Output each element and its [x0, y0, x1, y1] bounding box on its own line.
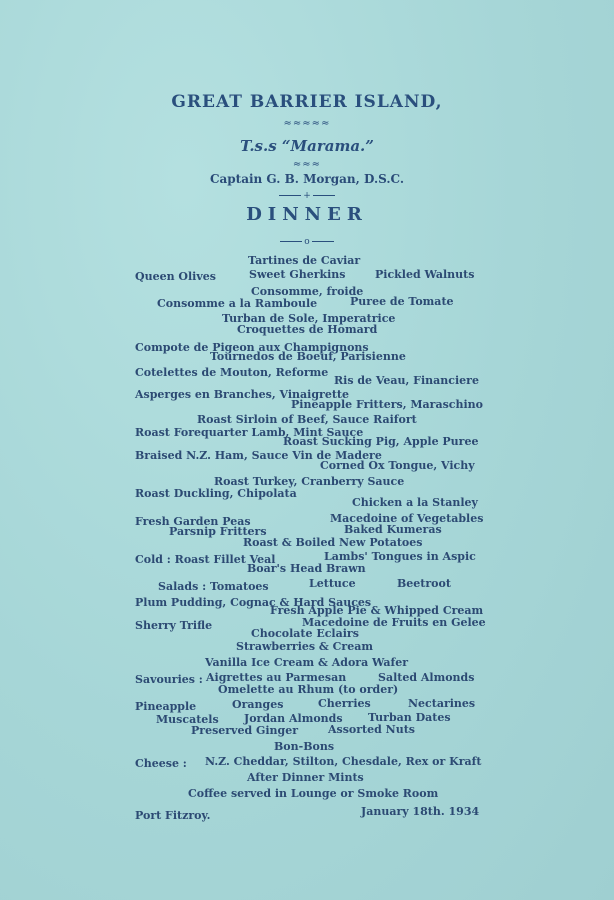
menu-item: Sherry Trifle — [135, 619, 213, 632]
menu-item: N.Z. Cheddar, Stilton, Chesdale, Rex or Kraft — [205, 755, 482, 768]
menu-item: Pineapple — [135, 700, 197, 713]
menu-item: Queen Olives — [135, 270, 216, 283]
menu-item: Savouries : — [135, 673, 203, 686]
menu-item: Consomme a la Ramboule — [157, 297, 318, 310]
menu-item: Consomme, froide — [251, 285, 364, 298]
menu-item: Muscatels — [156, 713, 219, 726]
menu-item: Turban Dates — [368, 711, 451, 724]
menu-item: Ris de Veau, Financiere — [334, 374, 479, 387]
menu-item: Roast Sucking Pig, Apple Puree — [283, 435, 479, 448]
menu-item: Beetroot — [397, 577, 451, 590]
divider-mark: o — [304, 236, 310, 247]
divider-rule-small — [0, 236, 614, 247]
divider-mark: + — [303, 190, 311, 201]
menu-item: Turban de Sole, Imperatrice — [222, 312, 396, 325]
menu-item: Jordan Almonds — [244, 712, 343, 725]
divider-rule — [0, 190, 614, 201]
menu-item: Lettuce — [309, 577, 356, 590]
menu-item: Omelette au Rhum (to order) — [218, 683, 399, 696]
menu-item: Fresh Garden Peas — [135, 515, 251, 528]
menu-item: Aigrettes au Parmesan — [206, 671, 347, 684]
flourish-ornament-small: ≈≈≈ — [292, 159, 322, 170]
menu-item: Asperges en Branches, Vinaigrette — [135, 388, 349, 401]
menu-item: Croquettes de Homard — [237, 323, 378, 336]
menu-item: Roast Sirloin of Beef, Sauce Raifort — [197, 413, 417, 426]
ship-name: T.s.s “Marama.” — [240, 137, 374, 155]
menu-date: January 18th. 1934 — [361, 805, 480, 818]
menu-item: Oranges — [232, 698, 284, 711]
menu-item: Nectarines — [408, 697, 476, 710]
menu-item: Pineapple Fritters, Maraschino — [291, 398, 483, 411]
menu-item: Boar's Head Brawn — [247, 562, 366, 575]
menu-item: Cotelettes de Mouton, Reforme — [135, 366, 329, 379]
menu-item: Roast Forequarter Lamb, Mint Sauce — [135, 426, 364, 439]
captain-name: Captain G. B. Morgan, D.S.C. — [209, 172, 405, 186]
menu-item: Corned Ox Tongue, Vichy — [320, 459, 475, 472]
menu-item: Sweet Gherkins — [249, 268, 346, 281]
menu-item: Preserved Ginger — [191, 724, 299, 737]
menu-item: Roast & Boiled New Potatoes — [243, 536, 423, 549]
flourish-ornament: ≈≈≈≈≈ — [283, 118, 331, 129]
menu-item: Coffee served in Lounge or Smoke Room — [188, 787, 439, 800]
meal-heading: DINNER — [246, 204, 368, 225]
menu-item: Tartines de Caviar — [248, 254, 361, 267]
menu-item: Assorted Nuts — [328, 723, 415, 736]
menu-item: Pickled Walnuts — [375, 268, 475, 281]
menu-item: Fresh Apple Pie & Whipped Cream — [270, 604, 484, 617]
menu-item: Macedoine de Fruits en Gelee — [302, 616, 486, 629]
menu-item: Cherries — [318, 697, 371, 710]
menu-item: Plum Pudding, Cognac & Hard Sauces — [135, 596, 372, 609]
menu-item: Vanilla Ice Cream & Adora Wafer — [205, 656, 409, 669]
menu-item: Roast Turkey, Cranberry Sauce — [214, 475, 405, 488]
place-name: Port Fitzroy. — [135, 809, 211, 822]
menu-item: Cold : Roast Fillet Veal — [135, 553, 276, 566]
menu-item: Cheese : — [135, 757, 187, 770]
menu-item: After Dinner Mints — [247, 771, 364, 784]
menu-item: Compote de Pigeon aux Champignons — [135, 341, 369, 354]
menu-item: Tournedos de Boeuf, Parisienne — [210, 350, 406, 363]
menu-item: Roast Duckling, Chipolata — [135, 487, 297, 500]
menu-item: Baked Kumeras — [344, 523, 442, 536]
menu-item: Salted Almonds — [378, 671, 475, 684]
menu-title: GREAT BARRIER ISLAND, — [171, 92, 443, 112]
menu-item: Chocolate Eclairs — [251, 627, 359, 640]
menu-item: Macedoine of Vegetables — [330, 512, 484, 525]
menu-item: Lambs' Tongues in Aspic — [324, 550, 476, 563]
menu-item: Bon-Bons — [274, 740, 335, 753]
menu-item: Braised N.Z. Ham, Sauce Vin de Madere — [135, 449, 382, 462]
menu-item: Parsnip Fritters — [169, 525, 267, 538]
menu-item: Salads : Tomatoes — [158, 580, 269, 593]
menu-item: Strawberries & Cream — [236, 640, 373, 653]
menu-item: Chicken a la Stanley — [352, 496, 478, 509]
menu-item: Puree de Tomate — [350, 295, 454, 308]
